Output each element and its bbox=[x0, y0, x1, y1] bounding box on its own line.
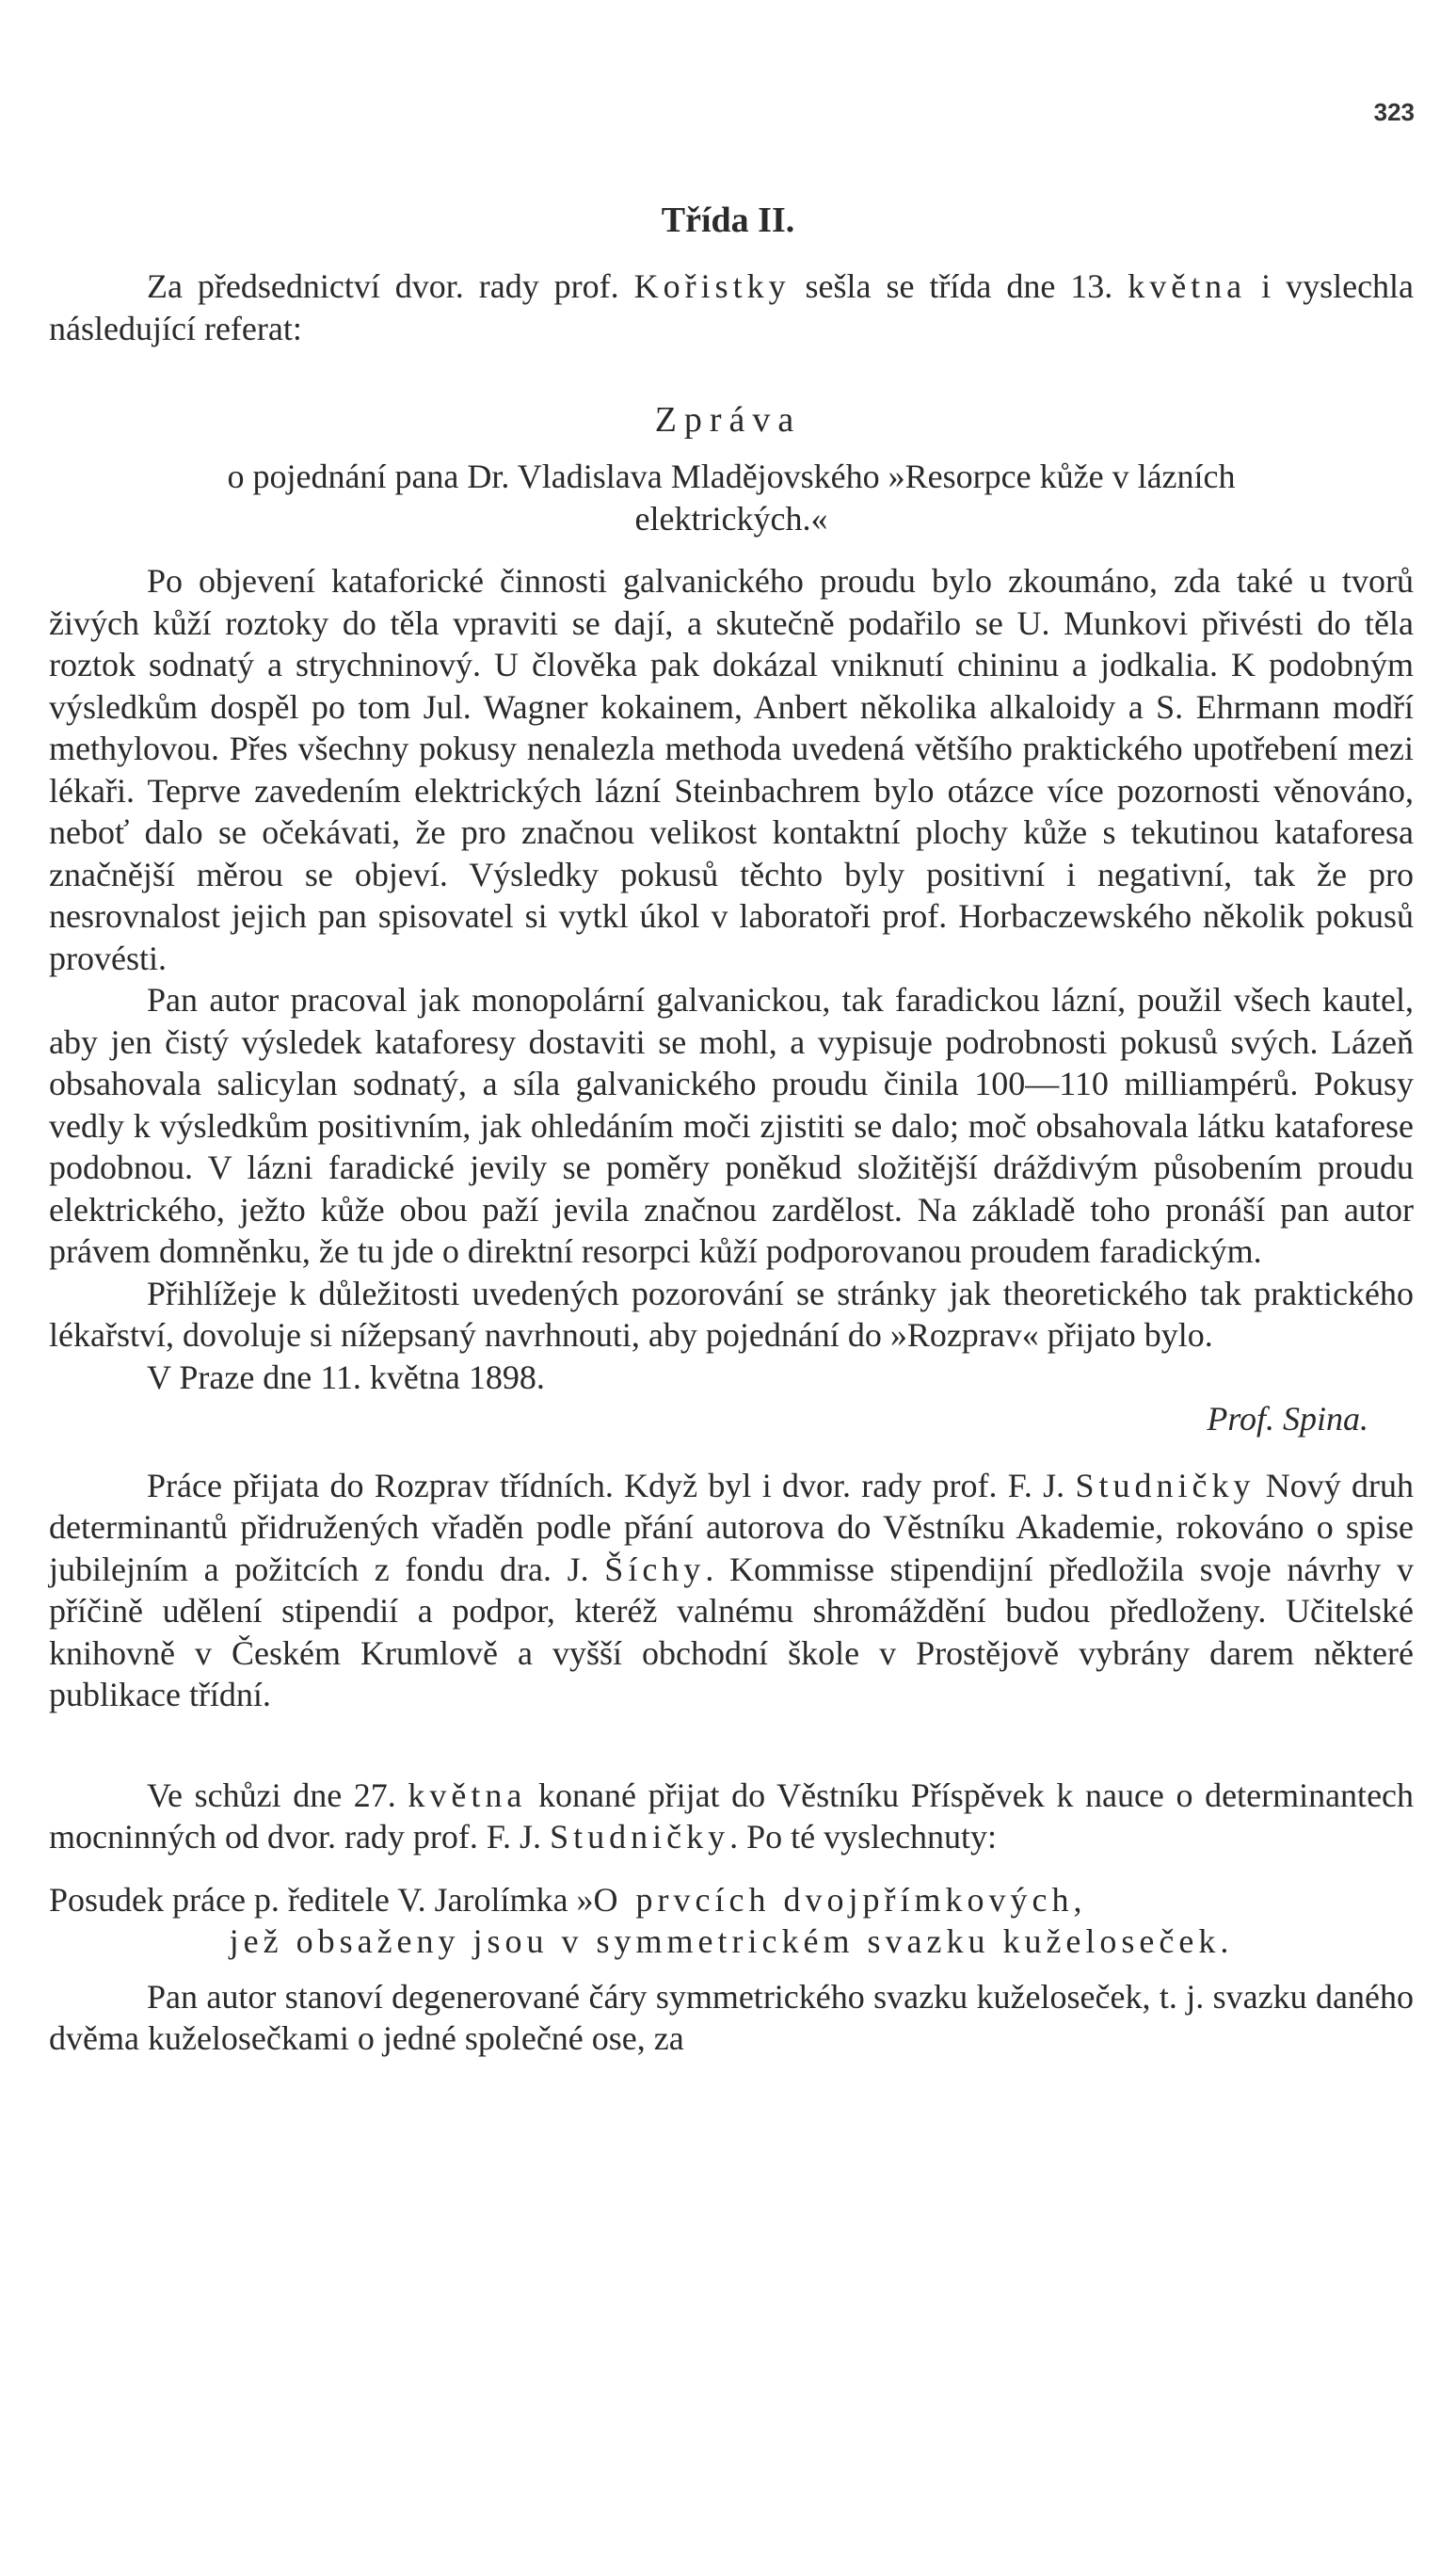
class-title: Třída II. bbox=[661, 201, 795, 240]
report-subject-line2: elektrických.« bbox=[634, 499, 828, 538]
page-number: 323 bbox=[1373, 98, 1415, 126]
review-title-line2: jež obsaženy jsou v symmetrickém svazku kuželoseček. bbox=[229, 1922, 1234, 1960]
meeting-studnicka-name: Studničky bbox=[550, 1818, 730, 1856]
report-paragraph-1: Po objevení kataforické činnosti galvanického proudu bylo zkoumáno, zda také u tvorů živých kůží roztoky do těla vpraviti se dají, a skutečně podařilo se U. Munkovi přivésti do těla roztok sodnatý a strychninový. U člověka pak dokázal vniknutí chininu a jodkalia. K podobným výsledkům dospěl po tom Jul. Wagner kokainem, Anbert několika alkaloidy a S. Ehrmann modří methylovou. Přes všechny pokusy nenalezla methoda uvedená většího praktického upotřebení mezi lékaři. Teprve zavedením elektrických lázní Steinbachrem bylo otázce více pozornosti věnováno, neboť dalo se očekávati, že pro značnou velikost kontaktní plochy kůže s tekutinou kataforesa značnější měrou se objeví. Výsledky pokusů těchto byly positivní i negativní, tak že pro nesrovnalost jejich pan spisovatel si vytkl úkol v laboratoři prof. Horbaczewského několik pokusů provésti. bbox=[49, 562, 1414, 977]
intro-paragraph bbox=[49, 265, 1414, 349]
intro-text: Za předsednictví dvor. rady prof. Kořistky sešla se třída dne 13. května i vyslechla následující referat: bbox=[49, 267, 1415, 347]
month-name: května bbox=[1128, 267, 1247, 305]
accepted-paragraph: Práce přijata do Rozprav třídních. Když byl i dvor. rady prof. F. J. Studničky Nový druh determinantů přidružených vřaděn podle přání autorova do Věstníku Akademie, rokováno o spise jubilejním a požitcích z fondu dra. J. Šíchy. Kommisse stipendijní předložila svoje návrhy v příčině udělení stipendií a podpor, kteréž valnému shromáždění budou předloženy. Učitelské knihovně v Českém Krumlově a vyšší obchodní škole v Prostějově vybrány darem některé publikace třídní. bbox=[49, 1466, 1415, 1713]
sicha-name: Šíchy bbox=[604, 1550, 706, 1588]
report-body bbox=[49, 456, 1414, 2060]
studnicka-name: Studničky bbox=[1075, 1466, 1256, 1504]
report-subject-line1: o pojednání pana Dr. Vladislava Mladějovského »Resorpce kůže v lázních bbox=[227, 458, 1236, 495]
meeting-month: května bbox=[408, 1776, 527, 1814]
report-paragraph-3: Přihlížeje k důležitosti uvedených pozorování se stránky jak theoretického tak praktického lékařství, dovoluje si nížepsaný navrhnouti, aby pojednání do »Rozprav« přijato bylo. bbox=[49, 1274, 1414, 1354]
report-signature: Prof. Spina. bbox=[1207, 1400, 1368, 1438]
review-paragraph: Pan autor stanoví degenerované čáry symmetrického svazku kuželoseček, t. j. svazku daného dvěma kuželosečkami o jedné společné ose, za bbox=[49, 1977, 1414, 2057]
chair-name: Kořistky bbox=[633, 267, 791, 305]
review-title-line1: Posudek práce p. ředitele V. Jarolímka »O prvcích dvojpřímkových, bbox=[49, 1880, 1087, 1919]
report-paragraph-2: Pan autor pracoval jak monopolární galvanickou, tak faradickou lázní, použil všech kautel, aby jen čistý výsledek kataforesy dostaviti se mohl, a vypisuje podrobnosti pokusů svých. Lázeň obsahovala salicylan sodnatý, a síla galvanického proudu činila 100—110 milliampérů. Pokusy vedly k výsledkům positivním, jak ohledáním moči zjistiti se dalo; moč obsahovala látku kataforese podobnou. V lázni faradické jevily se poměry poněkud složitější dráždivým působením proudu elektrického, ježto kůže obou paží jevila značnou zardělost. Na základě toho pronáší pan autor právem domněnku, že tu jde o direktní resorpci kůží podporovanou proudem faradickým. bbox=[49, 981, 1414, 1270]
meeting-paragraph: Ve schůzi dne 27. května konané přijat do Věstníku Příspěvek k nauce o determinantech mocninných od dvor. rady prof. F. J. Studničky. Po té vyslechnuty: bbox=[49, 1776, 1415, 1856]
report-place-date: V Praze dne 11. května 1898. bbox=[147, 1358, 545, 1396]
report-title: Zpráva bbox=[654, 400, 802, 440]
